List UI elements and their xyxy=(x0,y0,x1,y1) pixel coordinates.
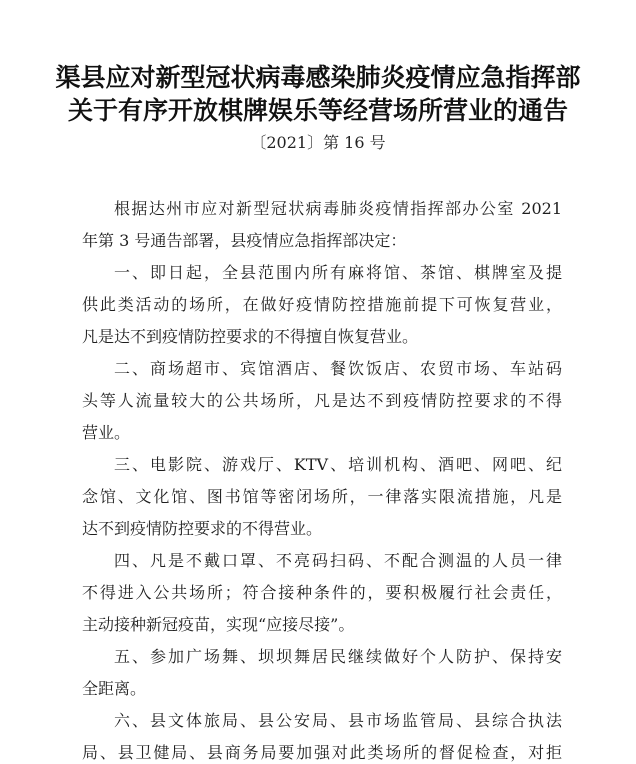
body-line: 主动接种新冠疫苗，实现“应接尽接”。 xyxy=(82,615,355,634)
document-title-line-1: 渠县应对新型冠状病毒感染肺炎疫情应急指挥部 xyxy=(55,63,581,92)
body-line: 六、县文体旅局、县公安局、县市场监管局、县综合执法 xyxy=(114,711,562,730)
body-line: 营业。 xyxy=(82,423,131,442)
body-line: 五、参加广场舞、坝坝舞居民继续做好个人防护、保持安 xyxy=(114,647,562,666)
body-line: 凡是达不到疫情防控要求的不得擅自恢复营业。 xyxy=(82,327,419,346)
body-line: 一、即日起，全县范围内所有麻将馆、茶馆、棋牌室及提 xyxy=(114,263,562,282)
body-line: 供此类活动的场所，在做好疫情防控措施前提下可恢复营业， xyxy=(82,295,562,314)
body-line: 达不到疫情防控要求的不得营业。 xyxy=(82,519,323,538)
body-line: 年第 3 号通告部署，县疫情应急指挥部决定： xyxy=(82,231,407,250)
body-line: 局、县卫健局、县商务局要加强对此类场所的督促检查，对拒 xyxy=(82,743,562,762)
document-title-line-2: 关于有序开放棋牌娱乐等经营场所营业的通告 xyxy=(67,96,568,125)
body-line: 头等人流量较大的公共场所，凡是达不到疫情防控要求的不得 xyxy=(82,391,562,410)
body-line: 根据达州市应对新型冠状病毒肺炎疫情指挥部办公室 2021 xyxy=(114,199,562,218)
body-line: 念馆、文化馆、图书馆等密闭场所，一律落实限流措施，凡是 xyxy=(82,487,562,506)
body-line: 不得进入公共场所；符合接种条件的，要积极履行社会责任， xyxy=(82,583,562,602)
body-line: 全距离。 xyxy=(82,679,147,698)
document-number: 〔2021〕第 16 号 xyxy=(250,133,386,152)
body-line: 三、电影院、游戏厅、KTV、培训机构、酒吧、网吧、纪 xyxy=(114,455,562,474)
body-line: 二、商场超市、宾馆酒店、餐饮饭店、农贸市场、车站码 xyxy=(114,359,562,378)
body-line: 四、凡是不戴口罩、不亮码扫码、不配合测温的人员一律 xyxy=(114,551,562,570)
